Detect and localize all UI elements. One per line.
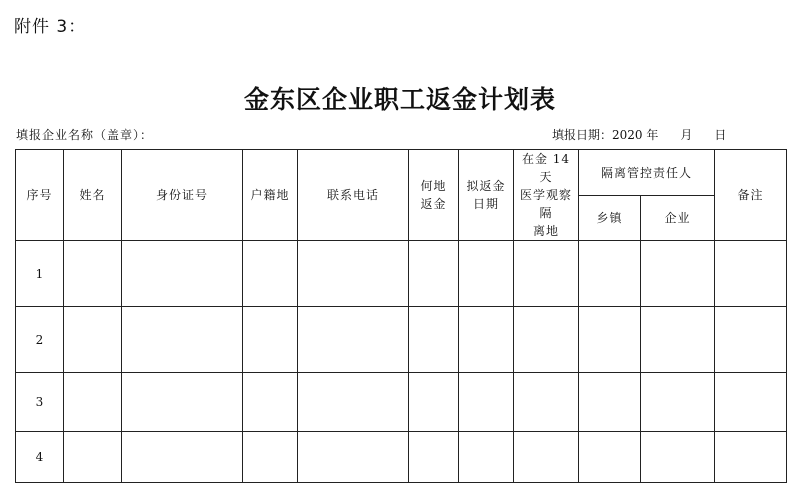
cell-enterprise	[641, 432, 715, 483]
header-origin	[409, 150, 459, 241]
fill-date-label: 填报日期：	[552, 128, 613, 142]
table-row	[16, 241, 787, 307]
fill-date	[552, 126, 726, 143]
cell-remarks	[715, 432, 787, 483]
table-row	[16, 432, 787, 483]
cell-name	[64, 373, 122, 432]
table-row	[16, 373, 787, 432]
header-remarks: 备注	[715, 150, 787, 241]
cell-remarks	[715, 307, 787, 373]
row-number: 3	[16, 373, 64, 432]
cell-origin	[409, 241, 459, 307]
cell-id-number	[122, 432, 243, 483]
cell-enterprise	[641, 307, 715, 373]
cell-id-number	[122, 373, 243, 432]
row-number: 2	[16, 307, 64, 373]
header-quarantine-line1: 在金 14 天	[521, 152, 571, 184]
cell-planned-date	[459, 373, 514, 432]
header-phone: 联系电话	[298, 150, 409, 241]
page-title: 金东区企业职工返金计划表	[243, 85, 556, 114]
cell-planned-date	[459, 432, 514, 483]
row-number: 4	[16, 432, 64, 483]
cell-enterprise	[641, 241, 715, 307]
cell-hukou	[243, 241, 298, 307]
cell-name	[64, 307, 122, 373]
fill-date-year: 2020 年	[612, 128, 659, 142]
fill-date-month: 月	[680, 128, 693, 142]
header-township: 乡镇	[579, 196, 641, 241]
header-quarantine-place	[514, 150, 579, 241]
header-responsible-person: 隔离管控责任人	[579, 150, 715, 196]
cell-name	[64, 432, 122, 483]
header-enterprise: 企业	[641, 196, 715, 241]
return-plan-table	[15, 149, 787, 483]
cell-township	[579, 373, 641, 432]
cell-id-number	[122, 307, 243, 373]
cell-phone	[298, 241, 409, 307]
cell-remarks	[715, 373, 787, 432]
cell-origin	[409, 373, 459, 432]
cell-origin	[409, 432, 459, 483]
header-quarantine-line2: 医学观察隔	[519, 188, 572, 220]
cell-planned-date	[459, 307, 514, 373]
cell-township	[579, 432, 641, 483]
header-quarantine-line3: 离地	[532, 224, 559, 238]
cell-quarantine-place	[514, 307, 579, 373]
header-origin-line1: 何地	[420, 179, 447, 193]
header-id-number: 身份证号	[122, 150, 243, 241]
cell-quarantine-place	[514, 373, 579, 432]
header-planned-date-line1: 拟返金	[466, 179, 506, 193]
cell-hukou	[243, 373, 298, 432]
header-origin-line2: 返金	[420, 197, 447, 211]
cell-planned-date	[459, 241, 514, 307]
cell-hukou	[243, 307, 298, 373]
header-seq: 序号	[16, 150, 64, 241]
cell-quarantine-place	[514, 432, 579, 483]
cell-remarks	[715, 241, 787, 307]
row-number: 1	[16, 241, 64, 307]
cell-quarantine-place	[514, 241, 579, 307]
cell-hukou	[243, 432, 298, 483]
table-row	[16, 307, 787, 373]
cell-origin	[409, 307, 459, 373]
fill-date-day: 日	[714, 128, 727, 142]
cell-phone	[298, 432, 409, 483]
cell-township	[579, 241, 641, 307]
header-planned-date	[459, 150, 514, 241]
company-name-label: 填报企业名称（盖章）：	[16, 128, 154, 142]
header-hukou: 户籍地	[243, 150, 298, 241]
cell-phone	[298, 307, 409, 373]
cell-phone	[298, 373, 409, 432]
cell-name	[64, 241, 122, 307]
header-planned-date-line2: 日期	[472, 197, 499, 211]
header-name: 姓名	[64, 150, 122, 241]
attachment-label: 附件 3：	[14, 17, 87, 37]
cell-township	[579, 307, 641, 373]
cell-enterprise	[641, 373, 715, 432]
cell-id-number	[122, 241, 243, 307]
